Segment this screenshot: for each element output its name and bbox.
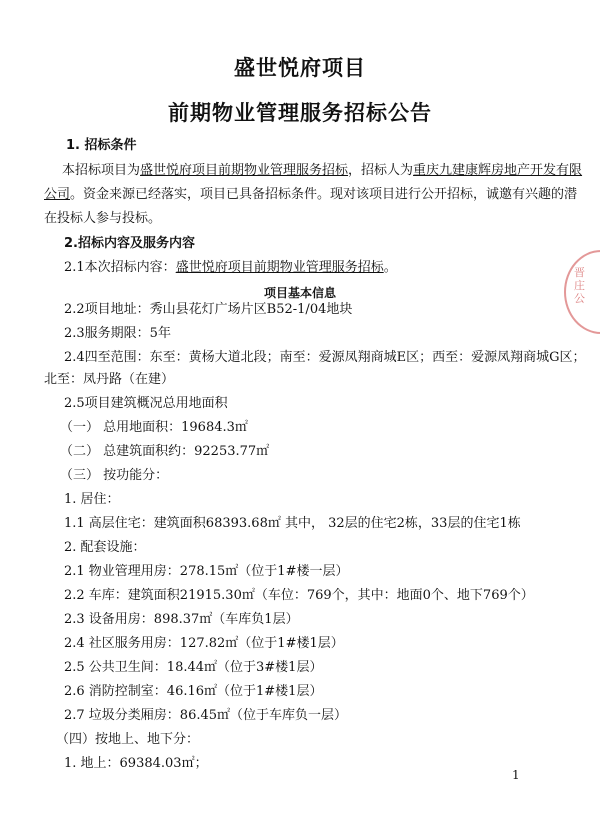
item-2-1 — [64, 260, 397, 276]
bidder-name: 重庆九建康辉房地产开发有限 — [413, 163, 583, 178]
residential-heading: 1. 居住： — [64, 492, 120, 507]
area-item-4: （四）按地上、地下分： — [56, 732, 200, 747]
residential-highrise: 1.1 高层住宅：建筑面积68393.68㎡ 其中， 32层的住宅2栋，33层的住宅1栋 — [64, 516, 521, 531]
item-2-4-line-2: 北至：凤丹路（在建） — [44, 372, 175, 387]
facility-2-6: 2.6 消防控制室：46.16㎡（位于1#楼1层） — [64, 684, 323, 699]
facility-2-4: 2.4 社区服务用房：127.82㎡（位于1#楼1层） — [64, 636, 344, 651]
item-2-4-line-1: 2.4四至范围：东至：黄杨大道北段；南至：爱源凤翔商城E区；西至：爱源凤翔商城G区； — [64, 350, 586, 365]
paragraph-1-line-1 — [62, 163, 582, 179]
facility-2-2: 2.2 车库：建筑面积21915.30㎡（车位：769个，其中：地面0个、地下769个） — [64, 588, 534, 603]
area-item-1: （一） 总用地面积：19684.3㎡ — [60, 420, 248, 435]
text-segment: 。资金来源已经落实，项目已具备招标条件。现对该项目进行公开招标，诚邀有兴趣的潜 — [70, 187, 578, 202]
paragraph-1-line-3: 在投标人参与投标。 — [44, 211, 162, 226]
bid-content: 盛世悦府项目前期物业管理服务招标 — [175, 260, 384, 275]
page-number: 1 — [512, 768, 520, 782]
facility-2-3: 2.3 设备用房：898.37㎡（车库负1层） — [64, 612, 299, 627]
text-segment: 。 — [383, 260, 397, 275]
facility-2-7: 2.7 垃圾分类厢房：86.45㎡（位于车库负一层） — [64, 708, 348, 723]
document-subtitle: 前期物业管理服务招标公告 — [168, 101, 432, 125]
document-title: 盛世悦府项目 — [234, 56, 366, 80]
item-2-3: 2.3服务期限：5年 — [64, 326, 171, 341]
area-item-3: （三） 按功能分： — [60, 468, 169, 483]
item-2-5: 2.5项目建筑概况总用地面积 — [64, 396, 228, 411]
facilities-heading: 2. 配套设施： — [64, 540, 146, 555]
info-heading: 项目基本信息 — [263, 286, 336, 300]
above-ground-area: 1. 地上：69384.03㎡； — [64, 756, 208, 771]
bidder-name-cont: 公司 — [44, 187, 71, 202]
section-1-heading: 1. 招标条件 — [66, 138, 137, 153]
project-name: 盛世悦府项目前期物业管理服务招标 — [140, 163, 349, 178]
area-item-2: （二） 总建筑面积约：92253.77㎡ — [60, 444, 270, 459]
text-segment: 2.1本次招标内容： — [64, 260, 176, 275]
text-segment: 本招标项目为 — [62, 163, 141, 178]
facility-2-1: 2.1 物业管理用房：278.15㎡（位于1#楼一层） — [64, 564, 349, 579]
item-2-2: 2.2项目地址：秀山县花灯广场片区B52-1/04地块 — [64, 302, 353, 317]
facility-2-5: 2.5 公共卫生间：18.44㎡（位于3#楼1层） — [64, 660, 323, 675]
seal-stamp-text: 晋庄公 — [574, 266, 585, 305]
section-2-heading: 2.招标内容及服务内容 — [64, 236, 195, 251]
paragraph-1-line-2 — [44, 187, 577, 203]
text-segment: ，招标人为 — [348, 163, 414, 178]
